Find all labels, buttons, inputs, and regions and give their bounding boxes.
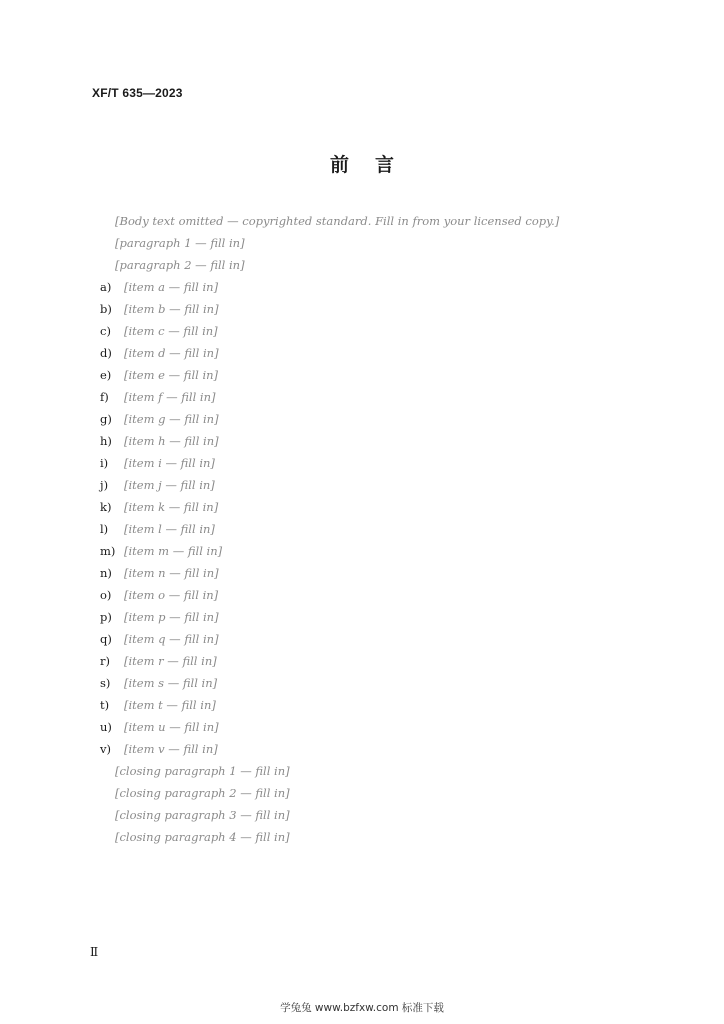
item-letter: l) xyxy=(100,522,109,536)
item-text: [item v — fill in] xyxy=(124,742,218,756)
list-item xyxy=(92,386,642,408)
item-text: [item e — fill in] xyxy=(124,368,219,382)
item-letter: j) xyxy=(100,478,109,492)
item-letter: a) xyxy=(100,280,112,294)
item-text: [item l — fill in] xyxy=(124,522,215,536)
list-item xyxy=(92,364,642,386)
item-text: [item f — fill in] xyxy=(124,390,216,404)
item-text: [item i — fill in] xyxy=(124,456,215,470)
item-text: [item h — fill in] xyxy=(124,434,219,448)
item-text: [item o — fill in] xyxy=(124,588,219,602)
item-text: [item r — fill in] xyxy=(124,654,217,668)
list-item xyxy=(92,320,642,342)
list-item xyxy=(92,584,642,606)
standard-code: XF/T 635—2023 xyxy=(92,86,183,100)
list-item xyxy=(92,606,642,628)
item-letter: p) xyxy=(100,610,112,624)
item-letter: v) xyxy=(100,742,111,756)
paragraph: [closing paragraph 2 — fill in] xyxy=(115,786,290,800)
item-letter: c) xyxy=(100,324,111,338)
list-item xyxy=(92,342,642,364)
item-letter: r) xyxy=(100,654,110,668)
list-item xyxy=(92,694,642,716)
item-text: [item n — fill in] xyxy=(124,566,219,580)
item-letter: e) xyxy=(100,368,112,382)
list-item xyxy=(92,540,642,562)
paragraph: [closing paragraph 1 — fill in] xyxy=(115,764,290,778)
item-letter: m) xyxy=(100,544,116,558)
paragraph: [closing paragraph 3 — fill in] xyxy=(115,808,290,822)
item-letter: i) xyxy=(100,456,109,470)
list-item xyxy=(92,496,642,518)
item-letter: g) xyxy=(100,412,112,426)
item-letter: s) xyxy=(100,676,111,690)
list-item xyxy=(92,672,642,694)
item-text: [item c — fill in] xyxy=(124,324,218,338)
item-text: [item b — fill in] xyxy=(124,302,219,316)
item-letter: k) xyxy=(100,500,112,514)
paragraph: [closing paragraph 4 — fill in] xyxy=(115,830,290,844)
item-text: [item j — fill in] xyxy=(124,478,215,492)
list-item xyxy=(92,518,642,540)
list-item xyxy=(92,452,642,474)
list-item xyxy=(92,716,642,738)
item-text: [item g — fill in] xyxy=(124,412,219,426)
list-item xyxy=(92,562,642,584)
item-text: [item t — fill in] xyxy=(124,698,216,712)
item-text: [item q — fill in] xyxy=(124,632,219,646)
item-letter: t) xyxy=(100,698,110,712)
item-letter: d) xyxy=(100,346,112,360)
list-item xyxy=(92,738,642,760)
list-item xyxy=(92,276,642,298)
section-title: 前言 xyxy=(329,154,420,176)
page-number: Ⅱ xyxy=(90,945,99,959)
item-text: [item p — fill in] xyxy=(124,610,219,624)
list-item xyxy=(92,298,642,320)
omission-note: [Body text omitted — copyrighted standard. Fill in from your licensed copy.] xyxy=(115,214,560,228)
item-text: [item m — fill in] xyxy=(124,544,223,558)
item-text: [item u — fill in] xyxy=(124,720,219,734)
change-list xyxy=(92,276,642,760)
item-letter: h) xyxy=(100,434,112,448)
paragraph: [paragraph 1 — fill in] xyxy=(115,236,245,250)
item-text: [item k — fill in] xyxy=(124,500,219,514)
document-body xyxy=(92,210,642,848)
list-item xyxy=(92,650,642,672)
item-text: [item d — fill in] xyxy=(124,346,219,360)
list-item xyxy=(92,628,642,650)
item-letter: q) xyxy=(100,632,112,646)
item-letter: n) xyxy=(100,566,112,580)
item-text: [item s — fill in] xyxy=(124,676,218,690)
list-item xyxy=(92,474,642,496)
item-letter: o) xyxy=(100,588,112,602)
paragraph: [paragraph 2 — fill in] xyxy=(115,258,245,272)
download-footer: 学兔兔 www.bzfxw.com 标准下载 xyxy=(280,1002,444,1014)
list-item xyxy=(92,408,642,430)
item-text: [item a — fill in] xyxy=(124,280,219,294)
item-letter: f) xyxy=(100,390,109,404)
list-item xyxy=(92,430,642,452)
item-letter: b) xyxy=(100,302,112,316)
item-letter: u) xyxy=(100,720,112,734)
